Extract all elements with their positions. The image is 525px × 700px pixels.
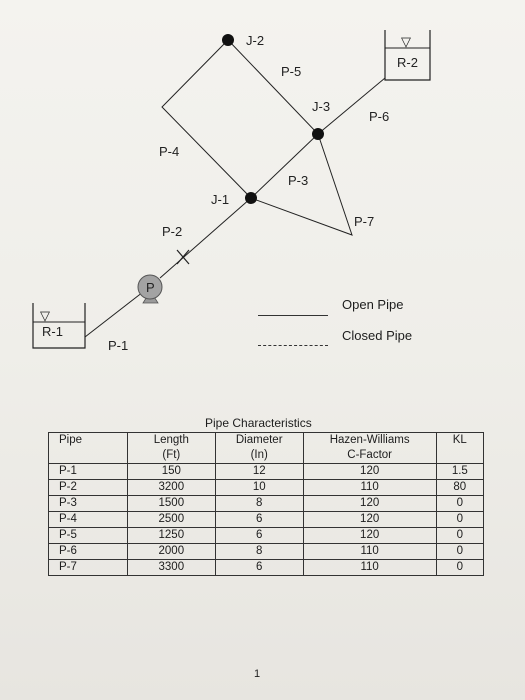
cell-pipe: P-5 <box>49 528 128 544</box>
cell-length: 2500 <box>127 512 215 528</box>
junction-j2-label: J-2 <box>246 33 265 48</box>
reservoir-r2-label: R-2 <box>397 55 418 70</box>
table-row <box>49 512 484 528</box>
junction-j1-label: J-1 <box>211 192 230 207</box>
open-pipe-legend-label: Open Pipe <box>342 297 404 312</box>
pipe-p3-label: P-3 <box>288 173 309 188</box>
cell-c-factor: 110 <box>303 480 436 496</box>
water-level-symbol-r2: ▽ <box>401 34 411 49</box>
junction-j3-node <box>312 128 324 140</box>
pipe-p5-label: P-5 <box>281 64 302 79</box>
cell-diameter: 6 <box>215 512 303 528</box>
cell-length: 3200 <box>127 480 215 496</box>
table-header-row <box>49 433 484 464</box>
cell-c-factor: 120 <box>303 528 436 544</box>
pipe-p3 <box>251 134 318 198</box>
junction-j2-node <box>222 34 234 46</box>
cell-length: 150 <box>127 464 215 480</box>
cell-pipe: P-6 <box>49 544 128 560</box>
pipe-p5 <box>228 40 318 134</box>
closed-pipe-line-sample <box>258 345 328 346</box>
header-diameter: Diameter (In) <box>215 433 303 464</box>
pipe-p7-label: P-7 <box>354 214 375 229</box>
header-length: Length (Ft) <box>127 433 215 464</box>
pipe-characteristics-table <box>48 432 484 576</box>
cell-c-factor: 110 <box>303 544 436 560</box>
cell-diameter: 12 <box>215 464 303 480</box>
table-row <box>49 560 484 576</box>
table-row <box>49 544 484 560</box>
cell-length: 1500 <box>127 496 215 512</box>
pipe-p1 <box>85 292 143 337</box>
junction-j3-label: J-3 <box>312 99 331 114</box>
open-pipe-line-sample <box>258 315 328 316</box>
cell-c-factor: 120 <box>303 496 436 512</box>
header-kl: KL <box>436 433 483 464</box>
cell-kl: 0 <box>436 512 483 528</box>
table-row <box>49 528 484 544</box>
header-hazen-williams: Hazen-Williams C-Factor <box>303 433 436 464</box>
cell-diameter: 6 <box>215 528 303 544</box>
reservoir-r1 <box>33 303 85 348</box>
reservoir-r1-label: R-1 <box>42 324 63 339</box>
header-pipe: Pipe <box>49 433 128 464</box>
closed-pipe-legend-label: Closed Pipe <box>342 328 413 343</box>
cell-length: 3300 <box>127 560 215 576</box>
cell-pipe: P-1 <box>49 464 128 480</box>
cell-kl: 0 <box>436 560 483 576</box>
cell-pipe: P-2 <box>49 480 128 496</box>
pipe-p6-label: P-6 <box>369 109 390 124</box>
cell-pipe: P-3 <box>49 496 128 512</box>
pump-label: P <box>146 280 155 295</box>
page-number: 1 <box>254 668 261 680</box>
pump-icon <box>138 275 162 303</box>
cell-kl: 0 <box>436 544 483 560</box>
table-row <box>49 464 484 480</box>
closed-valve-icon <box>177 250 189 264</box>
cell-kl: 0 <box>436 528 483 544</box>
reservoir-r2 <box>385 30 430 80</box>
cell-c-factor: 120 <box>303 464 436 480</box>
pipe-p4 <box>162 40 251 198</box>
cell-diameter: 6 <box>215 560 303 576</box>
cell-kl: 1.5 <box>436 464 483 480</box>
table-caption: Pipe Characteristics <box>205 416 312 430</box>
table-row <box>49 496 484 512</box>
cell-pipe: P-4 <box>49 512 128 528</box>
cell-length: 2000 <box>127 544 215 560</box>
table-row <box>49 480 484 496</box>
cell-diameter: 10 <box>215 480 303 496</box>
cell-c-factor: 110 <box>303 560 436 576</box>
cell-pipe: P-7 <box>49 560 128 576</box>
water-level-symbol-r1: ▽ <box>40 308 50 323</box>
cell-c-factor: 120 <box>303 512 436 528</box>
cell-diameter: 8 <box>215 544 303 560</box>
junction-j1-node <box>245 192 257 204</box>
cell-kl: 80 <box>436 480 483 496</box>
cell-diameter: 8 <box>215 496 303 512</box>
pipe-p4-label: P-4 <box>159 144 180 159</box>
cell-length: 1250 <box>127 528 215 544</box>
pipe-p2-label: P-2 <box>162 224 183 239</box>
cell-kl: 0 <box>436 496 483 512</box>
pipe-p1-label: P-1 <box>108 338 129 353</box>
